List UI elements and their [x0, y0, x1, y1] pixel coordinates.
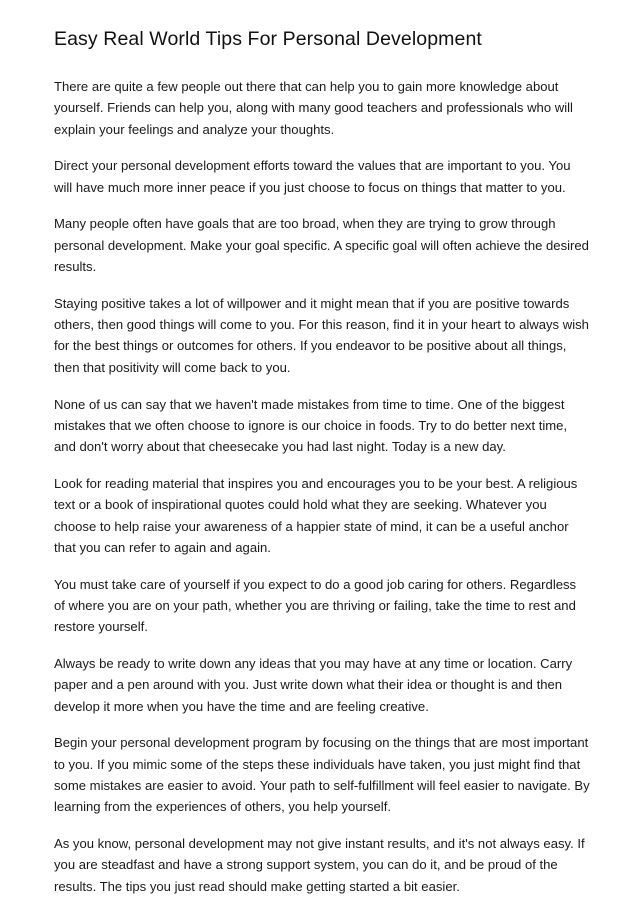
paragraph-3: Many people often have goals that are too broad, when they are trying to grow through personal development. Make your goal specific. A specific goal will often achieve the desired results.	[54, 216, 589, 275]
document-title: Easy Real World Tips For Personal Development	[54, 28, 482, 50]
paragraph-2: Direct your personal development efforts toward the values that are important to you. You will have much more inner peace if you just choose to focus on things that matter to you.	[54, 158, 571, 195]
paragraph-6: Look for reading material that inspires you and encourages you to be your best. A religious text or a book of inspirational quotes could hold what they are seeking. Whatever you choose to help raise your awareness of a happier state of mind, it can be a useful anchor that you can refer to again and again.	[54, 475, 578, 555]
paragraph-9: Begin your personal development program by focusing on the things that are most important to you. If you mimic some of the steps these individuals have taken, you just might find that some mistakes are easier to avoid. Your path to self-fulfillment will feel easier to navigate. By learning from the experiences of others, you help yourself.	[54, 735, 590, 815]
paragraph-10: As you know, personal development may not give instant results, and it's not always easy. If you are steadfast and have a strong support system, you can do it, and be proud of the results. The tips you just read should make getting started a bit easier.	[54, 836, 585, 894]
paragraph-1: There are quite a few people out there that can help you to gain more knowledge about yourself. Friends can help you, along with many good teachers and professionals who will explain your feelings and analyze your thoughts.	[54, 79, 573, 137]
paragraph-5: None of us can say that we haven't made mistakes from time to time. One of the biggest mistakes that we often choose to ignore is our choice in foods. Try to do better next time, and don't worry about that cheesecake you had last night. Today is a new day.	[54, 396, 568, 455]
paragraph-8: Always be ready to write down any ideas that you may have at any time or location. Carry paper and a pen around with you. Just write down what their idea or thought is and then develop it more when you have the time and are feeling creative.	[54, 656, 573, 714]
paragraph-4: Staying positive takes a lot of willpower and it might mean that if you are positive towards others, then good things will come to you. For this reason, find it in your heart to always wish for the best things or outcomes for others. If you endeavor to be positive about all things, then that positivity will come back to you.	[54, 295, 589, 375]
paragraph-7: You must take care of yourself if you expect to do a good job caring for others. Regardless of where you are on your path, whether you are thriving or failing, take the time to rest and restore yourself.	[54, 576, 577, 635]
document-page	[54, 26, 590, 913]
